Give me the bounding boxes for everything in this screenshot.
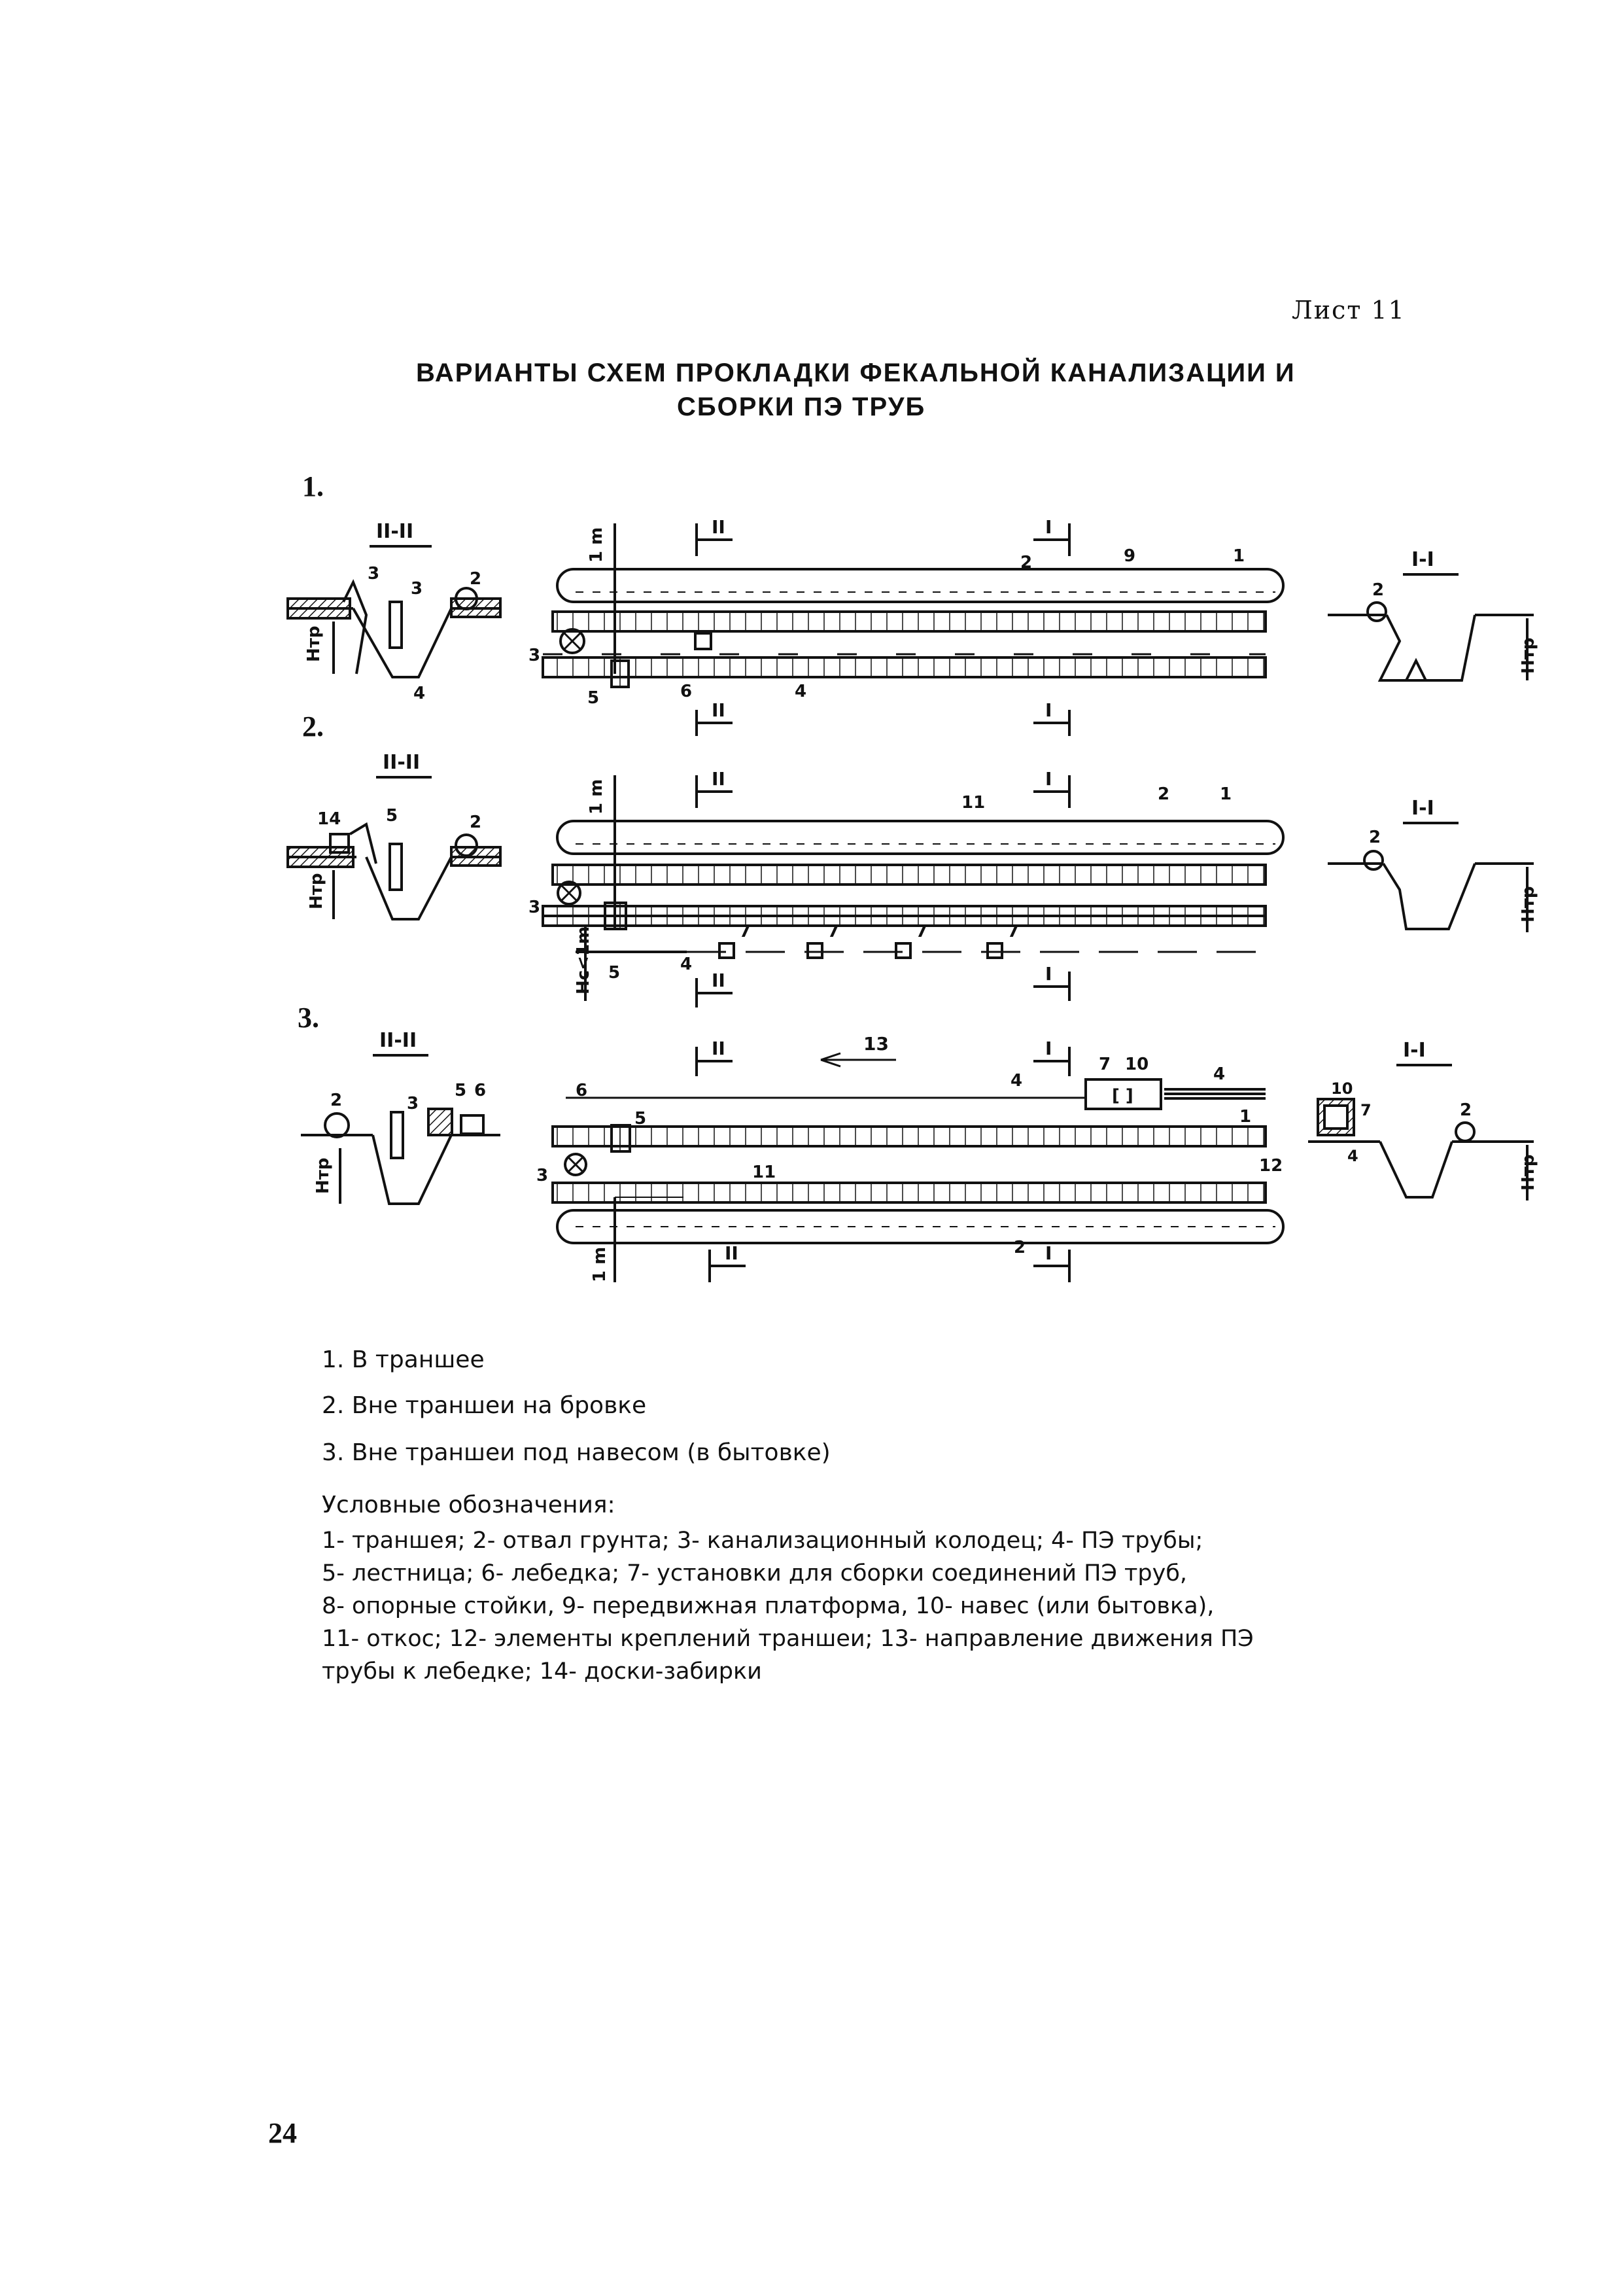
svg-text:2: 2 [1020,553,1033,572]
svg-text:3: 3 [536,1166,549,1185]
svg-text:Нтр: Нтр [1519,1154,1538,1191]
svg-text:13: 13 [863,1033,889,1055]
svg-text:2: 2 [1460,1100,1472,1120]
svg-text:7: 7 [1007,922,1020,941]
page-title-line-2: СБОРКИ ПЭ ТРУБ [677,393,926,421]
page-number: 24 [268,2117,297,2149]
scheme-1-number: 1. [302,470,324,502]
svg-text:II-II: II-II [379,1029,417,1052]
svg-text:11: 11 [961,793,986,813]
scheme-2-section-I [1328,797,1538,932]
svg-text:10: 10 [1331,1079,1353,1098]
svg-text:1 m: 1 m [587,527,606,563]
svg-text:4: 4 [1213,1064,1226,1084]
scheme-2-section-II [288,751,500,919]
svg-text:I: I [1045,1038,1052,1059]
svg-text:II: II [712,516,725,538]
variant-2: 2. Вне траншеи на бровке [322,1392,647,1419]
svg-text:II: II [725,1242,738,1264]
scheme-3-number: 3. [298,1002,319,1034]
svg-text:7: 7 [1099,1055,1111,1074]
svg-text:I: I [1045,963,1052,985]
svg-text:Нтр: Нтр [307,873,326,909]
scheme-1-section-II [288,520,500,703]
svg-text:1 m: 1 m [587,779,606,815]
svg-text:I: I [1045,516,1052,538]
svg-text:12: 12 [1259,1156,1283,1176]
svg-text:5: 5 [587,688,600,708]
scheme-1-section-I [1328,548,1538,680]
svg-text:3: 3 [411,579,423,599]
svg-text:1 m: 1 m [590,1246,610,1282]
svg-text:2: 2 [1158,784,1170,804]
svg-text:II: II [712,1038,725,1059]
sheet-label: Лист 11 [1292,296,1406,324]
svg-text:5: 5 [386,806,398,826]
variant-3: 3. Вне траншеи под навесом (в бытовке) [322,1439,831,1466]
page-title-line-1: ВАРИАНТЫ СХЕМ ПРОКЛАДКИ ФЕКАЛЬНОЙ КАНАЛИЗАЦИИ И [416,359,1296,387]
legend-heading: Условные обозначения: [322,1492,615,1518]
scheme-3-section-II [301,1029,500,1204]
scheme-2-plan [528,768,1283,1007]
svg-text:4: 4 [795,682,807,701]
scheme-3-section-I [1308,1039,1538,1200]
svg-text:3: 3 [368,564,380,584]
svg-text:6: 6 [576,1081,588,1100]
legend-line: трубы к лебедке; 14- доски-забирки [322,1658,762,1685]
scheme-2-number: 2. [302,710,324,743]
svg-text:Нтр: Нтр [1519,637,1538,674]
svg-text:I-I: I-I [1403,1039,1426,1062]
svg-text:1: 1 [1239,1107,1252,1127]
svg-text:3: 3 [528,898,541,917]
svg-text:5: 5 [455,1081,467,1100]
svg-text:II-II: II-II [383,751,421,774]
svg-text:3: 3 [528,646,541,665]
svg-text:2: 2 [1372,580,1385,600]
svg-text:4: 4 [680,955,693,974]
svg-text:[ ]: [ ] [1112,1086,1133,1106]
scheme-1-plan [528,516,1283,736]
legend-line: 8- опорные стойки, 9- передвижная платформа, 10- навес (или бытовка), [322,1593,1215,1619]
svg-text:7: 7 [739,922,752,941]
svg-text:4: 4 [413,684,426,703]
svg-text:1: 1 [1233,546,1245,566]
variant-1: 1. В траншее [322,1346,485,1373]
svg-text:6: 6 [474,1081,487,1100]
svg-text:I: I [1045,768,1052,790]
svg-text:4: 4 [1347,1147,1358,1165]
svg-text:2: 2 [470,569,482,589]
svg-text:10: 10 [1125,1055,1149,1074]
legend-line: 5- лестница; 6- лебедка; 7- установки для сборки соединений ПЭ труб, [322,1560,1188,1586]
svg-text:2: 2 [330,1091,343,1110]
svg-text:6: 6 [680,682,693,701]
svg-text:II: II [712,768,725,790]
svg-text:7: 7 [1360,1101,1372,1119]
svg-text:I: I [1045,699,1052,721]
svg-text:Нс<1m: Нс<1m [574,926,593,994]
legend-line: 1- траншея; 2- отвал грунта; 3- канализационный колодец; 4- ПЭ трубы; [322,1528,1203,1554]
svg-text:Нтр: Нтр [1519,886,1538,922]
svg-text:I: I [1045,1242,1052,1264]
legend-text [322,1524,1447,1688]
svg-text:Нтр: Нтр [313,1157,333,1194]
svg-text:5: 5 [634,1109,647,1129]
section-label: II-II [376,520,414,543]
svg-text:11: 11 [752,1163,776,1182]
svg-text:2: 2 [1014,1238,1026,1257]
svg-text:9: 9 [1124,546,1136,566]
scheme-3-plan [536,1033,1283,1282]
svg-text:7: 7 [916,922,928,941]
legend-line: 11- откос; 12- элементы креплений траншеи; 13- направление движения ПЭ [322,1626,1254,1652]
svg-text:I-I: I-I [1411,797,1434,820]
svg-text:Нтр: Нтр [304,625,324,662]
svg-text:1: 1 [1220,784,1232,804]
svg-text:3: 3 [407,1094,419,1113]
svg-text:II: II [712,699,725,721]
svg-text:2: 2 [1369,828,1381,847]
svg-text:I-I: I-I [1411,548,1434,571]
svg-text:2: 2 [470,813,482,832]
svg-text:II: II [712,970,725,991]
svg-text:4: 4 [1011,1071,1023,1091]
svg-text:14: 14 [317,809,341,829]
svg-text:5: 5 [608,963,621,983]
svg-text:7: 7 [827,922,840,941]
